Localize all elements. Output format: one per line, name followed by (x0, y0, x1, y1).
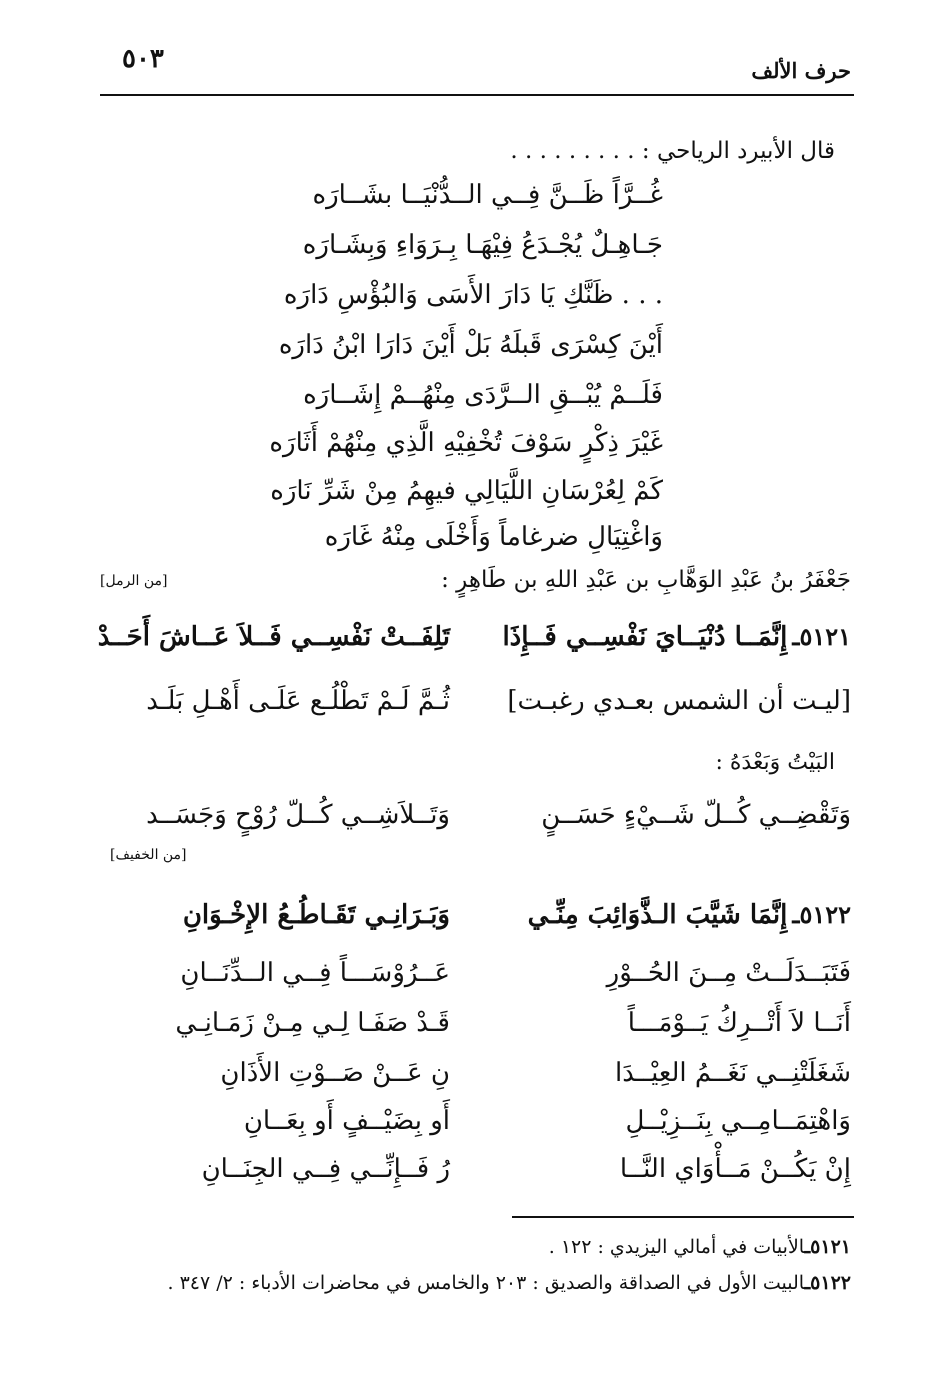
poem-line-7: كَمْ لِعُرْسَانِ اللَّيَالِي فيهِمُ مِنْ شَرِّ نَارَه (270, 476, 663, 506)
verse-left: عَــرُوْسَـــاً فِــي الــدِّنَــانِ (180, 958, 450, 988)
verse-number: ٥١٢٢ـ (792, 900, 851, 929)
verse-left: نِ عَــنْ صَــوْتِ الأَذَانِ (220, 1058, 450, 1088)
poet-attribution: جَعْفَرُ بنُ عَبْدِ الوَهَّابِ بن عَبْدِ اللهِ بن طَاهِرٍ : (441, 567, 851, 593)
verse-3-left: وَتَــلاَشِــي كُــلّ رُوْحٍ وَجَسَــد (146, 800, 450, 830)
verse-left: أَو بِضَيْــفٍ أَو بِعَــانِ (243, 1106, 450, 1136)
verse-5122-right (491, 900, 851, 930)
verse-3-right: وَتَقْضِــي كُــلّ شَــيْءٍ حَسَــنٍ (541, 800, 851, 830)
verse-left: قَـدْ صَفَـا لِـي مِـنْ زَمَـانِـي (175, 1008, 450, 1038)
footnote-text: البيت الأول في الصداقة والصديق : ٢٠٣ والخامس في محاضرات الأدباء : ٢/ ٣٤٧ . (167, 1272, 805, 1294)
poem-line-8: وَاغْتِيَالِ ضرغاماً وَأَخْلَى مِنْهُ غَارَه (324, 522, 663, 552)
poem-line-6: غَيْرَ ذِكْرٍ سَوْفَ تُخْفِيْهِ الَّذِي مِنْهُمْ أَثَارَه (269, 428, 663, 458)
after-label: البَيْتُ وَبَعْدَهُ : (715, 750, 835, 775)
footnote-text: الأبيات في أمالي اليزيدي : ١٢٢ . (548, 1236, 805, 1258)
page-number: ٥٠٣ (122, 44, 164, 74)
hemistich: إِنَّمَا شَيَّبَ الـذَّوَائِبَ مِنِّـي (527, 900, 788, 930)
verse-right: فَتَبَــدَلَــتْ مِــنَ الحُــوْرِ (606, 958, 851, 988)
poem-line-2: جَـاهِـلٌ يُجْـدَعُ فِيْهَـا بِـرَوَاءِ وَبِشَـارَه (302, 230, 663, 260)
running-header-title: حرف الألف (751, 58, 851, 83)
footnote-rule (512, 1216, 854, 1218)
footnote-5121 (549, 1236, 851, 1258)
hemistich: إِنَّمَــا دُنْيَــايَ نَفْسِــي فَــإِذَا (502, 622, 788, 652)
meter-label-2: [من الخفيف] (110, 847, 187, 863)
verse-left: رُ فَــإِنِّــي فِــي الجِنَــانِ (201, 1154, 450, 1184)
poem-line-1: غُــرَّاً ظَــنَّ فِــي الــدُّنْيَــا بشَــارَه (312, 180, 663, 210)
verse-number: ٥١٢١ـ (792, 622, 851, 651)
footnote-number: ٥١٢٢ـ (804, 1272, 851, 1294)
verse-5122-left: وَبَـرَانِـي تَقَـاطُـعُ الإِخْـوَانِ (182, 900, 450, 930)
poem-line-3: . . . ظَنَّكِ يَا دَارَ الأَسَى وَالبُؤْسِ دَارَه (283, 280, 663, 310)
poem-intro: قال الأبيرد الرياحي : . . . . . . . . . (510, 138, 835, 164)
verse-2-left: ثُـمَّ لَـمْ تَطْلُـع عَلَـى أَهْـلِ بَلَـد (146, 686, 450, 716)
verse-2-right: [ليـت أن الشمس بعـدي رغبـت] (507, 686, 851, 716)
verse-right: إِنْ يَكُــنْ مَــأْوَاي النَّــا (619, 1154, 851, 1184)
footnote-number: ٥١٢١ـ (804, 1236, 851, 1258)
verse-right: شَغَلَتْنِــي نَغَــمُ العِيْــدَا (614, 1058, 851, 1088)
verse-right: أَنَــا لاَ أَتْــرِكُ يَــوْمَـــاً (627, 1008, 851, 1038)
meter-label: [من الرمل] (100, 573, 168, 589)
verse-right: وَاهْتِمَــامِــي بِنَــزِيْــلِ (625, 1106, 851, 1136)
footnote-5122 (167, 1272, 851, 1294)
poem-line-5: فَلَــمْ يُبْــقِ الــرَّدَى مِنْهُــمْ إِشَــارَه (303, 380, 663, 410)
verse-5121-left: تَلِفَــتْ نَفْسِــي فَــلاَ عَــاشَ أَحَــدْ (97, 622, 450, 652)
verse-5121-right (491, 622, 851, 652)
poem-line-4: أَيْنَ كِسْرَى قَبلَهُ بَلْ أَيْنَ دَارَا ابْنُ دَارَه (278, 330, 663, 360)
header-rule (100, 94, 854, 96)
